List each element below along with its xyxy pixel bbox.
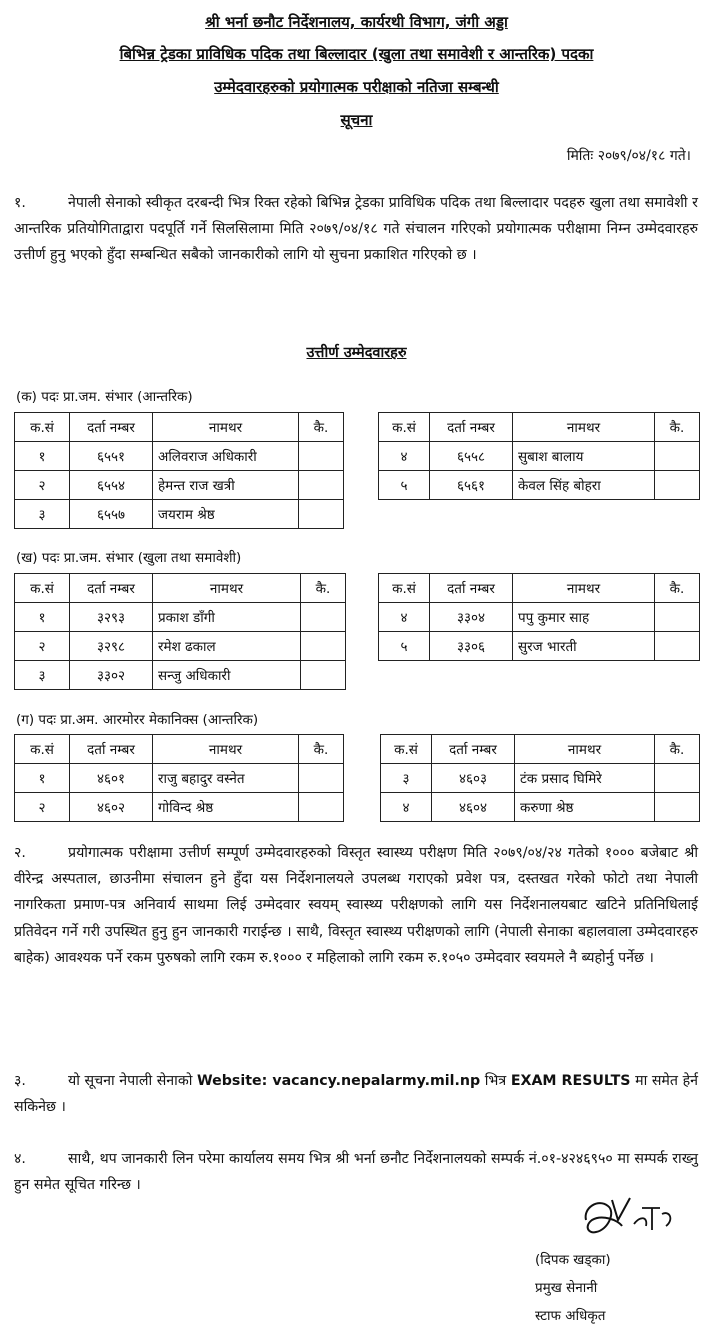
table-row [15, 661, 346, 690]
cell-reg: ४६०२ [70, 793, 153, 822]
cell-name: सुबाश बालाय [513, 442, 655, 471]
cell-reg: ४६०३ [432, 764, 515, 793]
cell-name: पपु कुमार साह [513, 603, 655, 632]
header-result-line: उम्मेदवारहरुको प्रयोगात्मक परीक्षाको नतिजा सम्बन्धी [214, 78, 499, 96]
cell-reg: ३३०४ [430, 603, 513, 632]
paragraph-3-text-after: मा समेत हेर्न सकिनेछ । [14, 1073, 698, 1116]
cell-remark [655, 793, 700, 822]
paragraph-2 [14, 840, 698, 971]
col-remark-header: कै. [301, 574, 346, 603]
paragraph-4-number: ४. [14, 1151, 26, 1167]
section-ka-table-left [14, 412, 344, 529]
paragraph-3-text-mid: भित्र [480, 1073, 511, 1089]
cell-name: प्रकाश डाँगी [153, 603, 301, 632]
cell-remark [299, 471, 344, 500]
paragraph-3-text-before: यो सूचना नेपाली सेनाको [68, 1073, 198, 1089]
cell-reg: ६५५८ [430, 442, 513, 471]
paragraph-4-text: साथै, थप जानकारी लिन परेमा कार्यालय समय भित्र श्री भर्ना छनौट निर्देशनालयको सम्पर्क नं.०१-४२४६९५० मा सम्पर्क राख्नु हुन समेत सूचित गरिन्छ । [14, 1151, 698, 1194]
cell-reg: ४६०१ [70, 764, 153, 793]
notice-date: मितिः २०७९/०४/१८ गते। [566, 148, 691, 164]
table-row [15, 500, 344, 529]
col-reg-header: दर्ता नम्बर [430, 413, 513, 442]
signatory-name: (दिपक खड्का) [535, 1252, 611, 1268]
cell-sn: १ [15, 442, 70, 471]
table-header-row [381, 735, 700, 764]
cell-name: राजु बहादुर वस्नेत [153, 764, 299, 793]
col-name-header: नामथर [513, 574, 655, 603]
col-sn-header: क.सं [379, 574, 430, 603]
col-remark-header: कै. [299, 735, 344, 764]
paragraph-1-text: नेपाली सेनाको स्वीकृत दरबन्दी भित्र रिक्त रहेको बिभिन्न ट्रेडका प्राविधिक पदिक तथा बिल्लादार पदहरु खुला तथा समावेशी र आन्तरिक प्रतियोगिताद्वारा पदपूर्ति गर्ने सिलसिलामा मिति २०७९/०४/१८ गते संचालन गरिएको प्रयोगात्मक परीक्षामा निम्न उम्मेदवारहरु उत्तीर्ण हुनु भएको हुँदा सम्बन्धित सबैको जानकारीको लागि यो सुचना प्रकाशित गरिएको छ । [14, 195, 698, 264]
col-remark-header: कै. [655, 735, 700, 764]
col-remark-header: कै. [299, 413, 344, 442]
cell-sn: ४ [379, 603, 430, 632]
col-name-header: नामथर [515, 735, 655, 764]
paragraph-2-number: २. [14, 845, 26, 861]
table-header-row [379, 574, 700, 603]
handwritten-signature [578, 1190, 688, 1245]
cell-name: केवल सिंह बोहरा [513, 471, 655, 500]
section-ga-caption: (ग) पदः प्रा.अम. आरमोरर मेकानिक्स (आन्तरिक) [16, 712, 259, 728]
col-sn-header: क.सं [15, 735, 70, 764]
notice-title: सूचना [340, 111, 373, 129]
table-row [15, 793, 344, 822]
table-header-row [15, 413, 344, 442]
section-ka-caption: (क) पदः प्रा.जम. संभार (आन्तरिक) [16, 389, 193, 405]
col-remark-header: कै. [655, 413, 700, 442]
col-name-header: नामथर [153, 413, 299, 442]
col-reg-header: दर्ता नम्बर [70, 574, 153, 603]
col-reg-header: दर्ता नम्बर [432, 735, 515, 764]
paragraph-3-number: ३. [14, 1073, 26, 1089]
table-row [381, 764, 700, 793]
passed-candidates-heading: उत्तीर्ण उम्मेदवारहरु [306, 345, 407, 361]
col-reg-header: दर्ता नम्बर [70, 413, 153, 442]
cell-reg: ३२९३ [70, 603, 153, 632]
table-row [15, 442, 344, 471]
cell-name: टंक प्रसाद घिमिरे [515, 764, 655, 793]
table-header-row [379, 413, 700, 442]
cell-sn: ५ [379, 471, 430, 500]
cell-sn: २ [15, 632, 70, 661]
cell-reg: ४६०४ [432, 793, 515, 822]
cell-remark [301, 632, 346, 661]
col-sn-header: क.सं [381, 735, 432, 764]
cell-name: सुरज भारती [513, 632, 655, 661]
signatory-post: स्टाफ अधिकृत [535, 1308, 606, 1324]
col-reg-header: दर्ता नम्बर [70, 735, 153, 764]
cell-name: अलिवराज अधिकारी [153, 442, 299, 471]
cell-remark [655, 632, 700, 661]
cell-name: करुणा श्रेष्ठ [515, 793, 655, 822]
header-subject-line: बिभिन्न ट्रेडका प्राविधिक पदिक तथा बिल्लादार (खुला तथा समावेशी र आन्तरिक) पदका [119, 45, 594, 63]
cell-sn: ३ [15, 500, 70, 529]
paragraph-1-number: १. [14, 195, 26, 211]
cell-remark [655, 764, 700, 793]
section-kha-table-right [378, 573, 700, 661]
cell-remark [301, 661, 346, 690]
table-row [379, 632, 700, 661]
cell-remark [301, 603, 346, 632]
col-reg-header: दर्ता नम्बर [430, 574, 513, 603]
table-row [15, 764, 344, 793]
table-row [15, 471, 344, 500]
cell-remark [299, 764, 344, 793]
cell-sn: ४ [379, 442, 430, 471]
cell-reg: ६५६१ [430, 471, 513, 500]
paragraph-2-text: प्रयोगात्मक परीक्षामा उत्तीर्ण सम्पूर्ण उम्मेदवारहरुको विस्तृत स्वास्थ्य परीक्षण मिति २०७९/०४/२४ गतेको १००० बजेबाट श्री वीरेन्द्र अस्पताल, छाउनीमा संचालन हुने हुँदा यस निर्देशनालयले उपलब्ध गराएको प्रवेश पत्र, दस्तखत गरेको फोटो तथा नेपाली नागरिकता प्रमाण-पत्र अनिवार्य साथमा लिई उम्मेदवार स्वयम् स्वास्थ्य परीक्षणको लागि यस निर्देशनालयबाट खटिने प्रतिनिधिलाई प्रतिवेदन गर्ने गरी उपस्थित हुनु हुन जानकारी गराईन्छ । साथै, विस्तृत स्वास्थ्य परीक्षणको लागि (नेपाली सेनाका बहालवाला उम्मेदवारहरु बाहेक) आवश्यक पर्ने रकम पुरुषको लागि रकम रु.१००० र महिलाको लागि रकम रु.१०५० उम्मेदवार स्वयमले नै ब्यहोर्नु पर्नेछ । [14, 845, 698, 966]
cell-remark [299, 442, 344, 471]
table-row [15, 603, 346, 632]
website-link[interactable]: Website: vacancy.nepalarmy.mil.np [197, 1073, 481, 1089]
cell-sn: ४ [381, 793, 432, 822]
cell-remark [299, 793, 344, 822]
cell-reg: ३३०२ [70, 661, 153, 690]
cell-remark [655, 442, 700, 471]
paragraph-3 [14, 1068, 698, 1120]
cell-sn: ५ [379, 632, 430, 661]
section-kha-table-left [14, 573, 346, 690]
signatory-rank: प्रमुख सेनानी [535, 1280, 598, 1296]
col-sn-header: क.सं [15, 413, 70, 442]
section-kha-caption: (ख) पदः प्रा.जम. संभार (खुला तथा समावेशी) [16, 550, 242, 566]
section-ga-table-right [380, 734, 700, 822]
cell-name: जयराम श्रेष्ठ [153, 500, 299, 529]
cell-sn: २ [15, 471, 70, 500]
col-name-header: नामथर [153, 735, 299, 764]
cell-sn: ३ [15, 661, 70, 690]
cell-sn: १ [15, 764, 70, 793]
paragraph-1 [14, 190, 698, 269]
cell-reg: ६५५४ [70, 471, 153, 500]
cell-sn: १ [15, 603, 70, 632]
section-ka-table-right [378, 412, 700, 500]
cell-remark [299, 500, 344, 529]
signature-block [535, 1246, 611, 1330]
cell-remark [655, 603, 700, 632]
cell-name: सन्जु अधिकारी [153, 661, 301, 690]
section-ga-table-left [14, 734, 344, 822]
cell-sn: २ [15, 793, 70, 822]
col-sn-header: क.सं [379, 413, 430, 442]
col-name-header: नामथर [153, 574, 301, 603]
cell-name: गोविन्द श्रेष्ठ [153, 793, 299, 822]
cell-reg: ३२९८ [70, 632, 153, 661]
header-office-line: श्री भर्ना छनौट निर्देशनालय, कार्यरथी विभाग, जंगी अड्डा [205, 13, 508, 31]
table-row [379, 442, 700, 471]
table-header-row [15, 574, 346, 603]
col-sn-header: क.सं [15, 574, 70, 603]
cell-name: रमेश ढकाल [153, 632, 301, 661]
cell-sn: ३ [381, 764, 432, 793]
cell-name: हेमन्त राज खत्री [153, 471, 299, 500]
table-row [379, 603, 700, 632]
table-row [15, 632, 346, 661]
col-name-header: नामथर [513, 413, 655, 442]
table-row [381, 793, 700, 822]
cell-reg: ३३०६ [430, 632, 513, 661]
cell-reg: ६५५७ [70, 500, 153, 529]
col-remark-header: कै. [655, 574, 700, 603]
table-header-row [15, 735, 344, 764]
cell-reg: ६५५१ [70, 442, 153, 471]
table-row [379, 471, 700, 500]
exam-results-label: EXAM RESULTS [510, 1073, 631, 1089]
cell-remark [655, 471, 700, 500]
